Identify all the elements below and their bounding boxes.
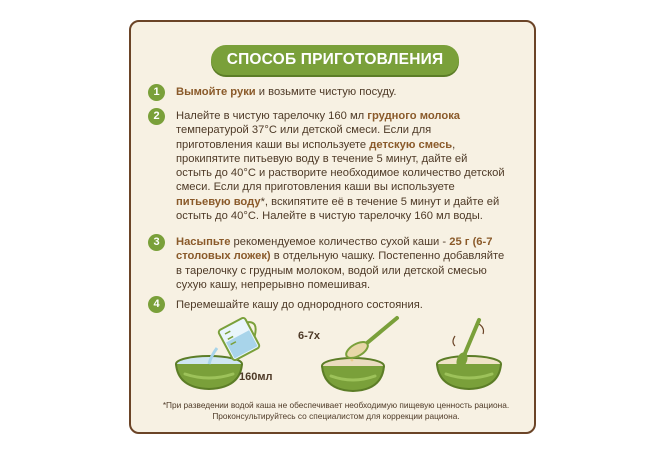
volume-label: 160мл [239,371,273,383]
step-highlight-text: 25 г (6-7 столовых ложек) [176,236,493,263]
step-body-text: Налейте в чистую тарелочку 160 мл [176,110,368,122]
step-3-number: 3 [148,234,165,251]
instructions-card [129,20,536,434]
step-body-text: Перемешайте кашу до однородного состояния. [176,299,423,311]
footnote: *При разведении водой каша не обеспечивает необходимую пищевую ценность рациона. Проконсультируйтесь со специалистом для коррекции рациона. [162,400,510,421]
step-body-text: в отдельную чашку. Постепенно добавляйте в тарелочку с грудным молоком, водой или детской смесью сухую кашу, непрерывно помешивая. [176,250,505,291]
spoon-cereal-illustration [317,312,407,394]
title-banner [211,45,459,75]
stirring-bowl-illustration [431,314,511,392]
step-4-text [176,298,506,312]
step-highlight-text: Насыпьте [176,236,231,248]
step-body-text: , прокипятите питьевую воду в течение 5 минут, дайте ей остыть до 40°С и растворите необходимое количество детской смеси. Если для приготовления каши вы используете [176,138,505,194]
step-3-text [176,235,506,292]
page-title: СПОСОБ ПРИГОТОВЛЕНИЯ [226,51,444,68]
step-1-number: 1 [148,84,165,101]
step-body-text: температурой 37°С или детской смеси. Если для приготовления каши вы используете [176,124,432,151]
step-body-text: *, вскипятите её в течение 5 минут и дайте ей остыть до 40°С. Налейте в чистую тарелочку 160 мл воды. [176,195,500,223]
step-1-text [176,85,506,99]
step-highlight-text: грудного молока [367,110,461,122]
step-2-text [176,109,506,223]
step-body-text: рекомендуемое количество сухой каши - [230,236,450,248]
spoons-label: 6-7х [298,330,321,342]
step-4-number: 4 [148,296,165,313]
step-highlight-text: детскую смесь [369,138,453,151]
step-2-number: 2 [148,108,165,125]
step-highlight-text: питьевую воду [176,195,261,208]
step-highlight-text: Вымойте руки [176,86,256,98]
step-body-text: и возьмите чистую посуду. [255,86,397,98]
